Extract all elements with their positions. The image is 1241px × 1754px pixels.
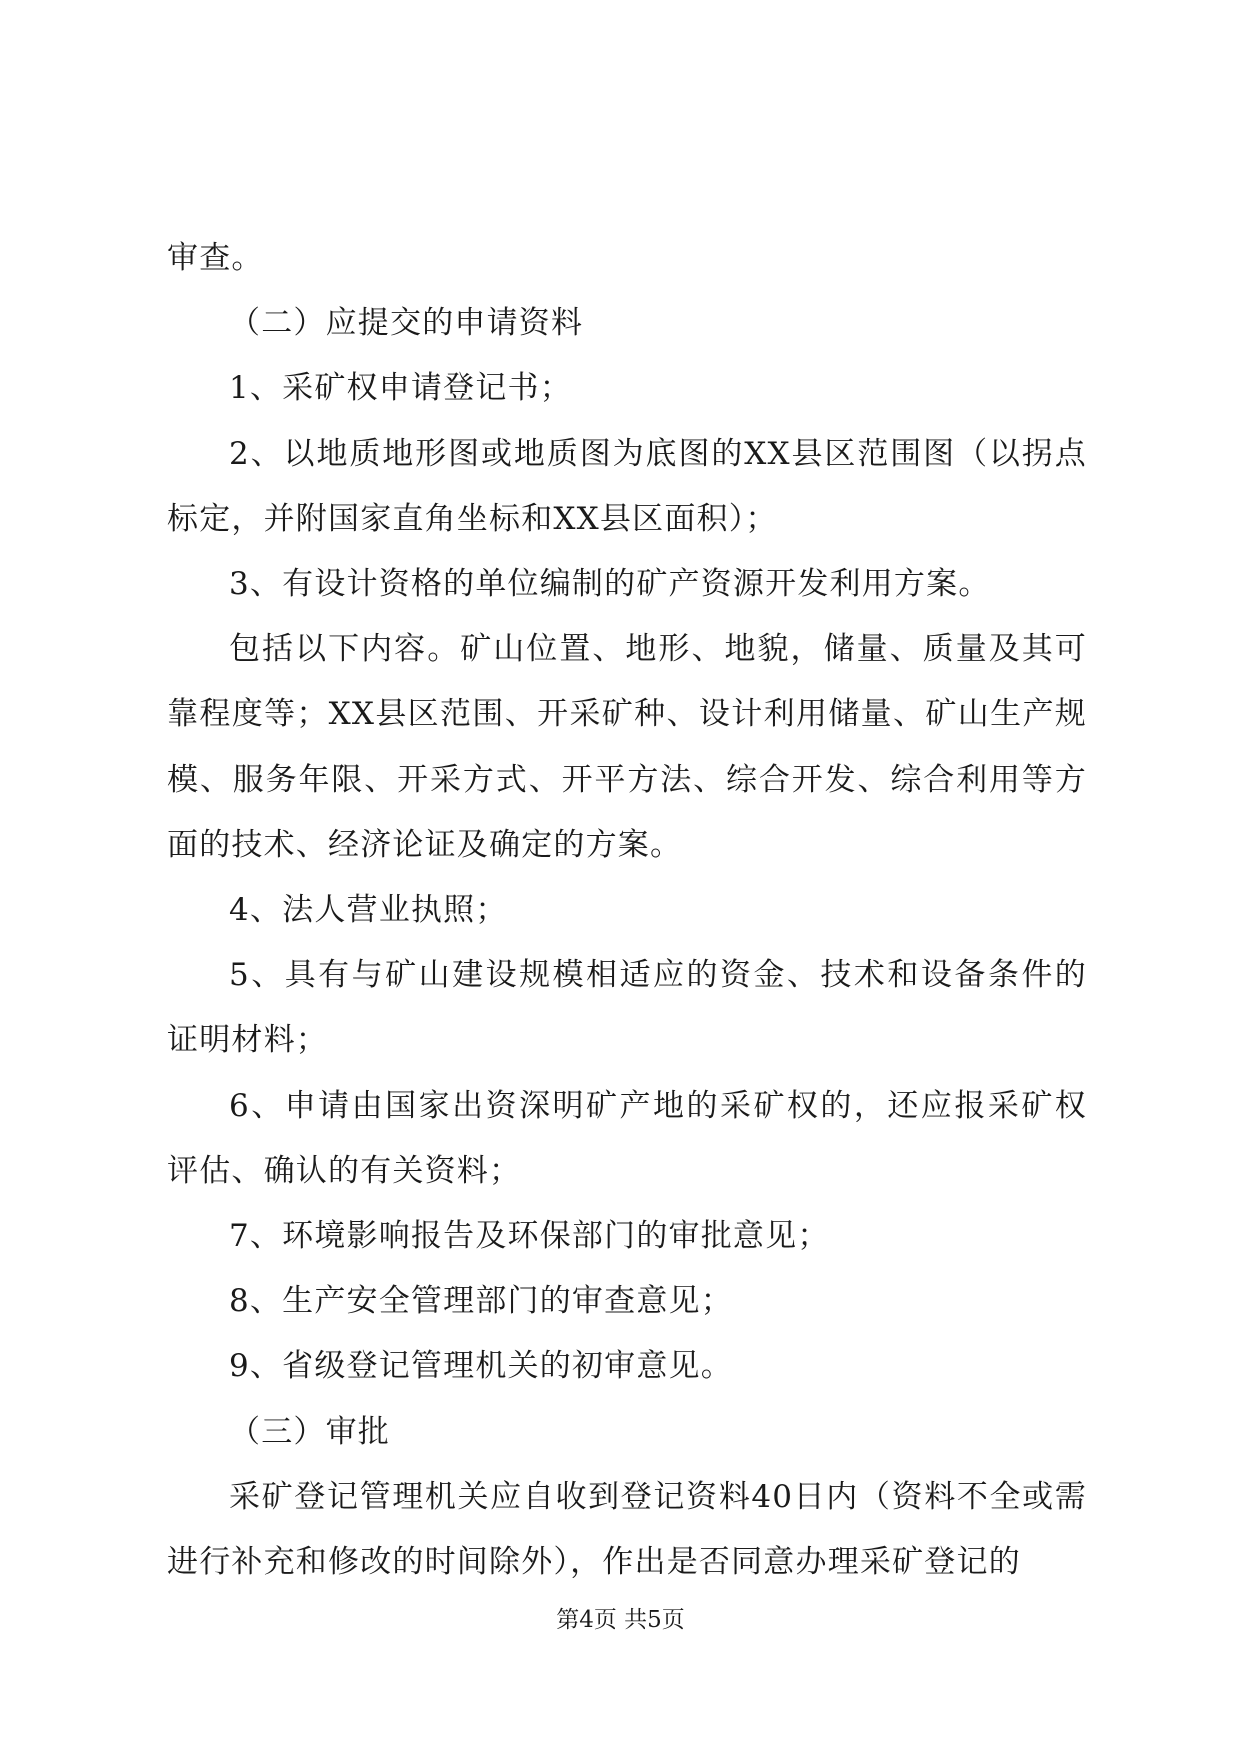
page-number-footer: 第4页 共5页	[556, 1607, 685, 1633]
list-item-5: 5、具有与矿山建设规模相适应的资金、技术和设备条件的证明材料；	[167, 957, 1087, 1059]
paragraph-continuation: 审查。	[167, 240, 264, 276]
list-item-4: 4、法人营业执照；	[229, 892, 508, 929]
paragraph-approval: 采矿登记管理机关应自收到登记资料40日内（资料不全或需进行补充和修改的时间除外），作出是否同意办理采矿登记的	[167, 1478, 1087, 1581]
list-item-2: 2、以地质地形图或地质图为底图的XX县区范围图（以拐点标定，并附国家直角坐标和XX县区面积）；	[167, 435, 1087, 537]
document-body	[167, 226, 1087, 1595]
list-item-3-details: 包括以下内容。矿山位置、地形、地貌，储量、质量及其可靠程度等；XX县区范围、开采矿种、设计利用储量、矿山生产规模、服务年限、开采方式、开平方法、综合开发、综合利用等方面的技术、经济论证及确定的方案。	[167, 631, 1087, 863]
list-item-1: 1、采矿权申请登记书；	[229, 370, 572, 407]
list-item-6: 6、申请由国家出资深明矿产地的采矿权的，还应报采矿权评估、确认的有关资料；	[167, 1087, 1087, 1189]
section-heading-application-materials: （二）应提交的申请资料	[229, 305, 584, 342]
list-item-9: 9、省级登记管理机关的初审意见。	[229, 1348, 733, 1385]
list-item-3: 3、有设计资格的单位编制的矿产资源开发利用方案。	[229, 566, 991, 603]
list-item-8: 8、生产安全管理部门的审查意见；	[229, 1283, 733, 1320]
list-item-7: 7、环境影响报告及环保部门的审批意见；	[229, 1218, 830, 1255]
section-heading-approval: （三）审批	[229, 1413, 390, 1450]
